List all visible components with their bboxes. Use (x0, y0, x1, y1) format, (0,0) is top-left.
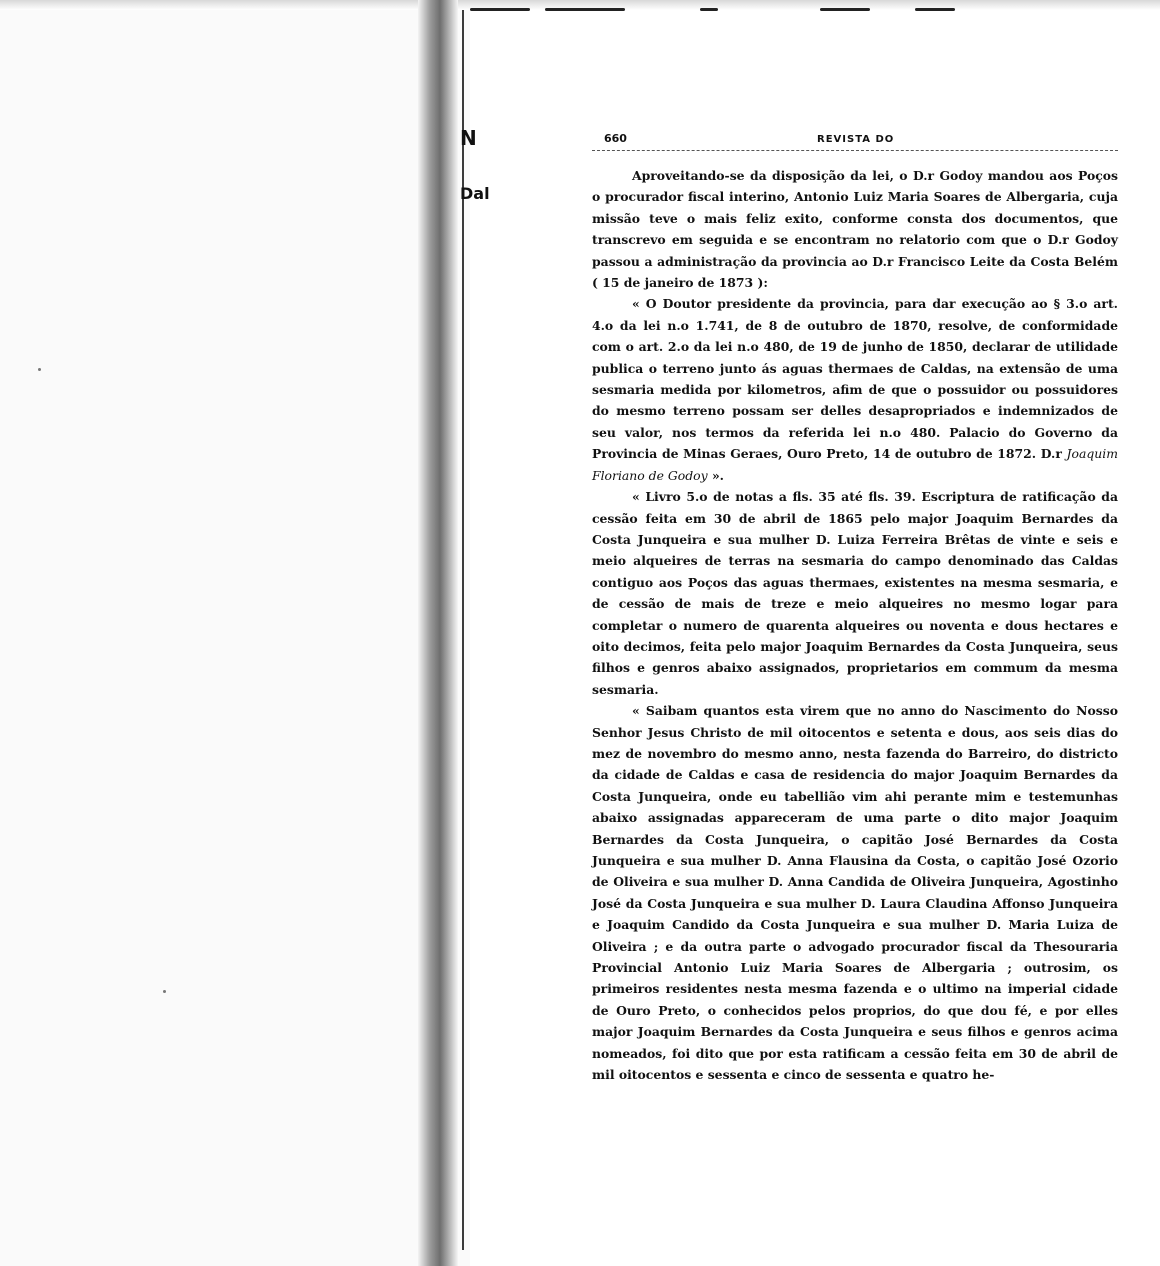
scan-mark (820, 8, 870, 11)
scan-speck (163, 990, 166, 993)
paragraph (592, 486, 1118, 700)
scan-left-margin (0, 0, 470, 1266)
scan-mark (545, 8, 625, 11)
scan-mark (470, 8, 530, 11)
document-page (592, 128, 1118, 1085)
scan-mark (700, 8, 718, 11)
signature: Joaquim Floriano de Godoy (592, 446, 1118, 483)
paragraph-text: Aproveitando-se da disposição da lei, o D.r Godoy mandou aos Poços o procurador fiscal interino, Antonio Luiz Maria Soares de Albergaria, cuja missão teve o mais feliz exito, conforme consta dos documentos, que transcrevo em seguida e se encontram no relatorio com que o D.r Godoy passou a administração da provincia ao D.r Francisco Leite da Costa Belém ( 15 de janeiro de 1873 ): (592, 168, 1118, 291)
paragraph-text: « Saibam quantos esta virem que no anno do Nascimento do Nosso Senhor Jesus Christo de mil oitocentos e setenta e dous, aos seis dias do mez de novembro do mesmo anno, nesta fazenda do Barreiro, do districto da cidade de Caldas e casa de residencia do major Joaquim Bernardes da Costa Junqueira, onde eu tabellião vim ahi perante mim e testemunhas abaixo assignadas appareceram de uma parte o dito major Joaquim Bernardes da Costa Junqueira, o capitão José Bernardes da Costa Junqueira e sua mulher D. Anna Flausina da Costa, o capitão José Ozorio de Oliveira e sua mulher D. Anna Candida de Oliveira Junqueira, Agostinho José da Costa Junqueira e sua mulher D. Laura Claudina Affonso Junqueira e Joaquim Candido da Costa Junqueira e sua mulher D. Maria Luiza de Oliveira ; e da outra parte o advogado procurador fiscal da Thesouraria Provincial Antonio Luiz Maria Soares de Albergaria ; outrosim, os primeiros residentes nesta mesma fazenda e o ultimo na imperial cidade de Ouro Preto, o conhecidos pelos proprios, do que dou fé, e por elles major Joaquim Bernardes da Costa Junqueira e seus filhos e genros acima nomeados, foi dito que por esta ratificam a cessão feita em 30 de abril de mil oitocentos e sessenta e cinco de sessenta e quatro he- (592, 703, 1118, 1083)
page-number: 660 (604, 132, 627, 145)
facing-page-fragment: Dal (460, 184, 490, 203)
scan-mark (915, 8, 955, 11)
paragraph-text: « O Doutor presidente da provincia, para dar execução ao § 3.o art. 4.o da lei n.o 1.741, de 8 de outubro de 1870, resolve, de conformidade com o art. 2.o da lei n.o 480, de 19 de junho de 1850, declarar de utilidade publica o terreno junto ás aguas thermaes de Caldas, na extensão de uma sesmaria medida por kilometros, afim de que o possuidor ou possuidores do mesmo terreno possam ser delles desapropriados e indemnizados de seu valor, nos termos da referida lei n.o 480. Palacio do Governo da Provincia de Minas Geraes, Ouro Preto, 14 de outubro de 1872. D.r (592, 296, 1118, 462)
running-header (592, 128, 1118, 151)
paragraph-text: « Livro 5.o de notas a fls. 35 até fls. 39. Escriptura de ratificação da cessão feita em 30 de abril de 1865 pelo major Joaquim Bernardes da Costa Junqueira e sua mulher D. Luiza Ferreira Brêtas de vinte e seis e meio alqueires de terras na sesmaria do campo denominado das Caldas contiguo aos Poços das aguas thermaes, existentes na mesma sesmaria, e de cessão de mais de treze e meio alqueires no mesmo logar para completar o numero de quarenta alqueires ou noventa e dous hectares e oito decimos, feita pelo major Joaquim Bernardes da Costa Junqueira, seus filhos e genros abaixo assignados, proprietarios em commum da mesma sesmaria. (592, 489, 1118, 697)
scan-speck (38, 368, 41, 371)
journal-title: REVISTA DO (817, 134, 895, 145)
paragraph (592, 700, 1118, 1085)
facing-page-fragment: N (460, 126, 477, 150)
closing-quote: ». (707, 467, 724, 483)
paragraph (592, 293, 1118, 486)
book-gutter-shadow (418, 0, 458, 1266)
body-text (592, 165, 1118, 1085)
paragraph (592, 165, 1118, 293)
